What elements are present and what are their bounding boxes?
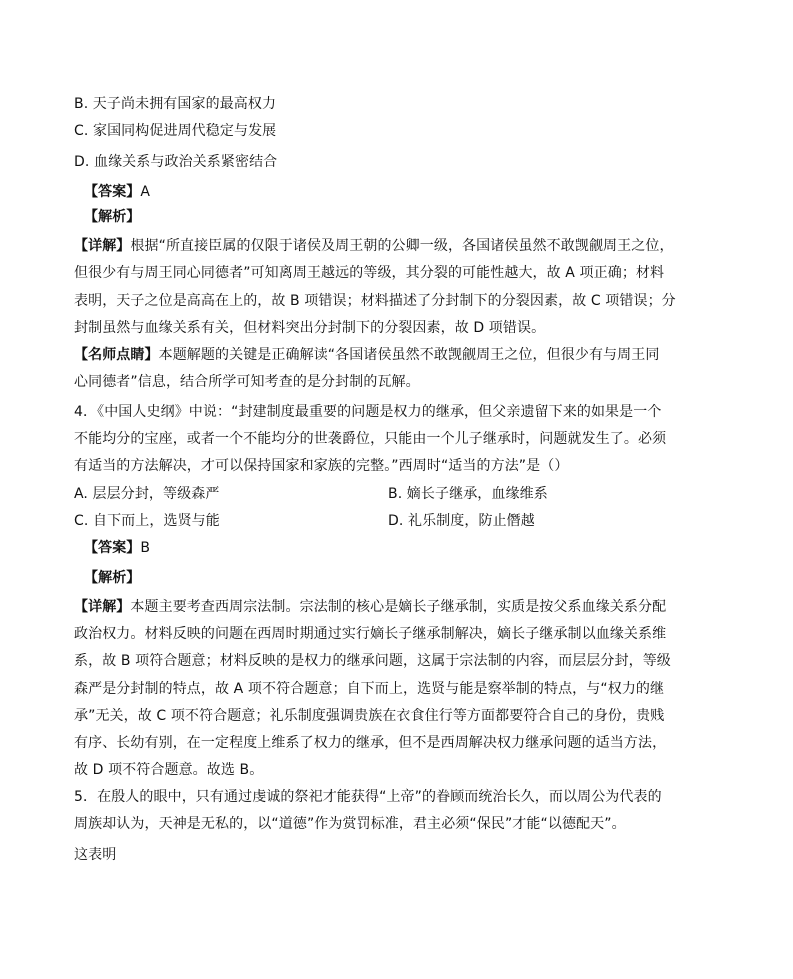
q4-stem-line-2: 不能均分的宝座，或者一个不能均分的世袭爵位，只能由一个儿子继承时，问题就发生了。必须	[74, 431, 667, 447]
q4-stem-line-1: 4．《中国人史纲》中说：“封建制度最重要的问题是权力的继承，但父亲遗留下来的如果是一个	[74, 404, 662, 420]
q4-detail-line-6: 有序、长幼有别，在一定程度上维系了权力的继承，但不是西周解决权力继承问题的适当方法，	[74, 735, 667, 751]
q3-option-d: D. 血缘关系与政治关系紧密结合	[74, 154, 278, 170]
q3-answer	[84, 182, 150, 202]
q3-answer-label: 【答案】	[84, 184, 141, 200]
q3-detail-line-3: 表明，天子之位是高高在上的，故 B 项错误；材料描述了分封制下的分裂因素，故 C 项错误；分	[74, 293, 676, 309]
q4-detail-line-1	[74, 597, 666, 617]
q3-detail-line-2: 但很少有与周王同心同德者”可知离周王越远的等级，其分裂的可能性越大，故 A 项正确；材料	[74, 265, 665, 281]
q5-stem-line-1: 5．在殷人的眼中，只有通过虔诚的祭祀才能获得“上帝”的眷顾而统治长久，而以周公为代表的	[74, 789, 662, 805]
q3-teacher-text-1: 本题解题的关键是正确解读“各国诸侯虽然不敢觊觎周王之位，但很少有与周王同	[158, 347, 660, 363]
q3-detail-label: 【详解】	[74, 238, 131, 254]
q4-detail-line-2: 政治权力。材料反映的问题在西周时期通过实行嫡长子继承制解决，嫡长子继承制以血缘关系维	[74, 626, 667, 642]
q4-detail-line-4: 森严是分封制的特点，故 A 项不符合题意；自下而上，选贤与能是察举制的特点，与“权力的继	[74, 681, 665, 697]
q3-analysis-label: 【解析】	[84, 209, 141, 225]
q3-detail-line-4: 封制虽然与血缘关系有关，但材料突出分封制下的分裂因素，故 D 项错误。	[74, 320, 546, 336]
q4-detail-label: 【详解】	[74, 599, 131, 615]
q3-detail-line-1	[74, 236, 674, 256]
q3-option-b: B. 天子尚未拥有国家的最高权力	[74, 96, 277, 112]
q4-detail-text-1: 本题主要考查西周宗法制。宗法制的核心是嫡长子继承制，实质是按父系血缘关系分配	[130, 599, 667, 615]
q3-teacher-line-1	[74, 345, 659, 365]
q5-stem-line-2: 周族却认为，天神是无私的，以“道德”作为赏罚标准，君主必须“保民”才能“以德配天”。	[74, 816, 626, 832]
q4-detail-line-7: 故 D 项不符合题意。故选 B。	[74, 762, 264, 778]
q4-analysis-label: 【解析】	[84, 570, 141, 586]
q4-option-c: C. 自下而上，选贤与能	[74, 513, 220, 529]
q4-detail-line-3: 系，故 B 项符合题意；材料反映的是权力的继承问题，这属于宗法制的内容，而层层分封，等级	[74, 653, 671, 669]
q3-answer-value: A	[140, 184, 151, 200]
q3-detail-text-1: 根据“所直接臣属的仅限于诸侯及周王朝的公卿一级，各国诸侯虽然不敢觊觎周王之位，	[130, 238, 674, 254]
q4-stem-line-3: 有适当的方法解决，才可以保持国家和家族的完整。”西周时“适当的方法”是（）	[74, 458, 569, 474]
q4-option-d: D. 礼乐制度，防止僭越	[388, 513, 535, 529]
q3-teacher-label: 【名师点睛】	[74, 347, 159, 363]
q4-detail-line-5: 承”无关，故 C 项不符合题意；礼乐制度强调贵族在衣食住行等方面都要符合自己的身份，贵贱	[74, 708, 665, 724]
q4-answer	[84, 538, 150, 558]
q3-option-c: C. 家国同构促进周代稳定与发展	[74, 123, 277, 139]
q5-stem-line-3: 这表明	[74, 847, 117, 863]
q4-option-a: A. 层层分封，等级森严	[74, 486, 220, 502]
q4-answer-value: B	[140, 540, 151, 556]
q4-option-b: B. 嫡长子继承，血缘维系	[388, 486, 548, 502]
q4-answer-label: 【答案】	[84, 540, 141, 556]
q3-teacher-line-2: 心同德者”信息，结合所学可知考查的是分封制的瓦解。	[74, 374, 420, 390]
